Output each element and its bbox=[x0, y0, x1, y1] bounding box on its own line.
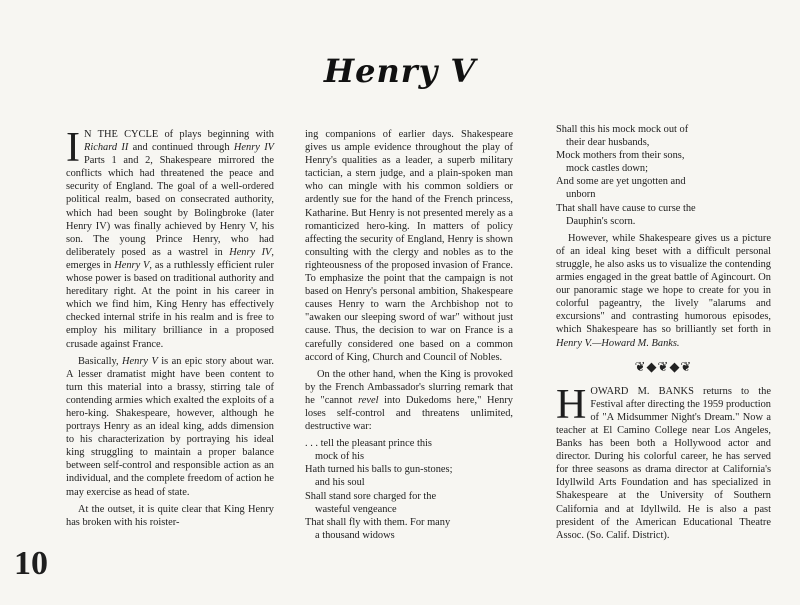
column-2 bbox=[305, 128, 513, 546]
bio-drop-cap: H bbox=[556, 381, 587, 428]
epic-paragraph: Basically, Henry V is an epic story about war. A lesser dramatist might have been content to turn this material into a brassy, stirring tale of contending armies which exalted the exploits of a hero-king. Shakespeare, however, although he portrays Henry as an ideal king, adds dimension to his characterization by portraying his ideal king struggling to maintain a proper balance between self-control and responsible action as an individual, and the complete freedom of action he may exercise as head of state. bbox=[66, 355, 274, 498]
verse-line: Shall this his mock mock out of bbox=[556, 124, 689, 135]
page-number: 10 bbox=[14, 545, 48, 582]
verse-line: That shall fly with them. For many bbox=[305, 516, 451, 528]
verse-line: Dauphin's scorn. bbox=[566, 215, 636, 227]
verse-line: their dear husbands, bbox=[566, 137, 650, 149]
verse-line: And some are yet ungotten and bbox=[556, 176, 686, 188]
outset-paragraph: At the outset, it is quite clear that King Henry has broken with his roister- bbox=[66, 503, 274, 528]
verse-line: Shall stand sore charged for the bbox=[305, 490, 437, 502]
agincourt-paragraph: However, while Shakespeare gives us a picture of an ideal king beset with a difficult personal struggle, he also asks us to visualize the contending armies engaged in the great battle of Agincourt. On our panoramic stage we hope to create for you in colorful pageantry, the lively "alarums and excursions" and contrasting humorous episodes, which Shakespeare has so brilliantly set forth in Henry V.—Howard M. Banks. bbox=[556, 232, 771, 349]
verse-quote bbox=[305, 437, 513, 542]
verse-line: a thousand widows bbox=[315, 529, 395, 541]
page-title: Henry V bbox=[323, 52, 477, 90]
verse-line: and his soul bbox=[315, 477, 365, 489]
verse-line: Hath turned his balls to gun-stones; bbox=[305, 464, 453, 476]
verse-line: mock castles down; bbox=[566, 163, 648, 175]
intro-paragraph: I N THE CYCLE of plays beginning with Richard II and continued through Henry IV Parts 1 and 2, Shakespeare mirrored the conflicts which had threatened the peace and security of England. The goal of a well-ordered political realm, based on consecrated authority, which had been sought by Bolingbroke (later Henry IV) was finally achieved by Henry V, his son. The young Prince Henry, who had deliberately posed as a wastrel in Henry IV, emerges in Henry V, as a ruthlessly efficient ruler whose power is based on traditional authority and hereditary right. At the point in his career in which we find him, King Henry has effectively checked internal strife in his realm and is free to employ his military brilliance in a proposed crusade against France. bbox=[66, 125, 274, 350]
verse-line: . . . tell the pleasant prince this bbox=[305, 438, 432, 450]
drop-cap: I bbox=[66, 125, 80, 171]
column-1 bbox=[66, 125, 274, 533]
column-3 bbox=[556, 123, 771, 546]
provoked-paragraph: On the other hand, when the King is provoked by the French Ambassador's slurring remark that he "cannot revel into Dukedoms here," Henry loses self-control and threatens unlimited, destructive war: bbox=[305, 368, 513, 433]
verse-line: That shall have cause to curse the bbox=[556, 202, 696, 214]
verse-quote-continued bbox=[556, 123, 771, 228]
ornament-divider: ❦◆❦◆❦ bbox=[634, 358, 693, 374]
verse-line: wasteful vengeance bbox=[315, 503, 397, 515]
leader-paragraph: ing companions of earlier days. Shakespeare gives us ample evidence throughout the play of Henry's qualities as a leader, a superb military tactician, a stern judge, and a plain-spoken man who can mingle with his common soldiers or ardently sue for the hand of the French princess, Katharine. But Henry is not presented merely as a romanticized hero-king. In matters of policy affecting the security of England, Henry is shown consulting with the clergy and nobles as to the righteousness of the proposed invasion of France. To emphasize the point that the campaign is not based on Henry's personal ambition, Shakespeare causes Henry to warn the Archbishop not to "awaken our sleeping sword of war" without just cause. Thus, the decision to war on France is a carefully considered one based on a common accord of King, Church and Council of Nobles. bbox=[305, 129, 513, 363]
verse-line: unborn bbox=[566, 189, 596, 201]
verse-line: mock of his bbox=[315, 451, 365, 463]
bio-paragraph: HOWARD M. BANKS returns to the Festival after directing the 1959 production of "A Midsummer Night's Dream." Now a teacher at El Camino College near Los Angeles, Banks has been both a Hollywood actor and director. During his colorful career, he has served for three seasons as drama director at California's Idyllwild Arts Foundation and has specialized in Shakespeare at the University of Southern California and at Idyllwild. He is also a past president of the American Educational Theatre Assoc. (So. Calif. District). bbox=[556, 381, 771, 541]
verse-line: Mock mothers from their sons, bbox=[556, 150, 685, 162]
